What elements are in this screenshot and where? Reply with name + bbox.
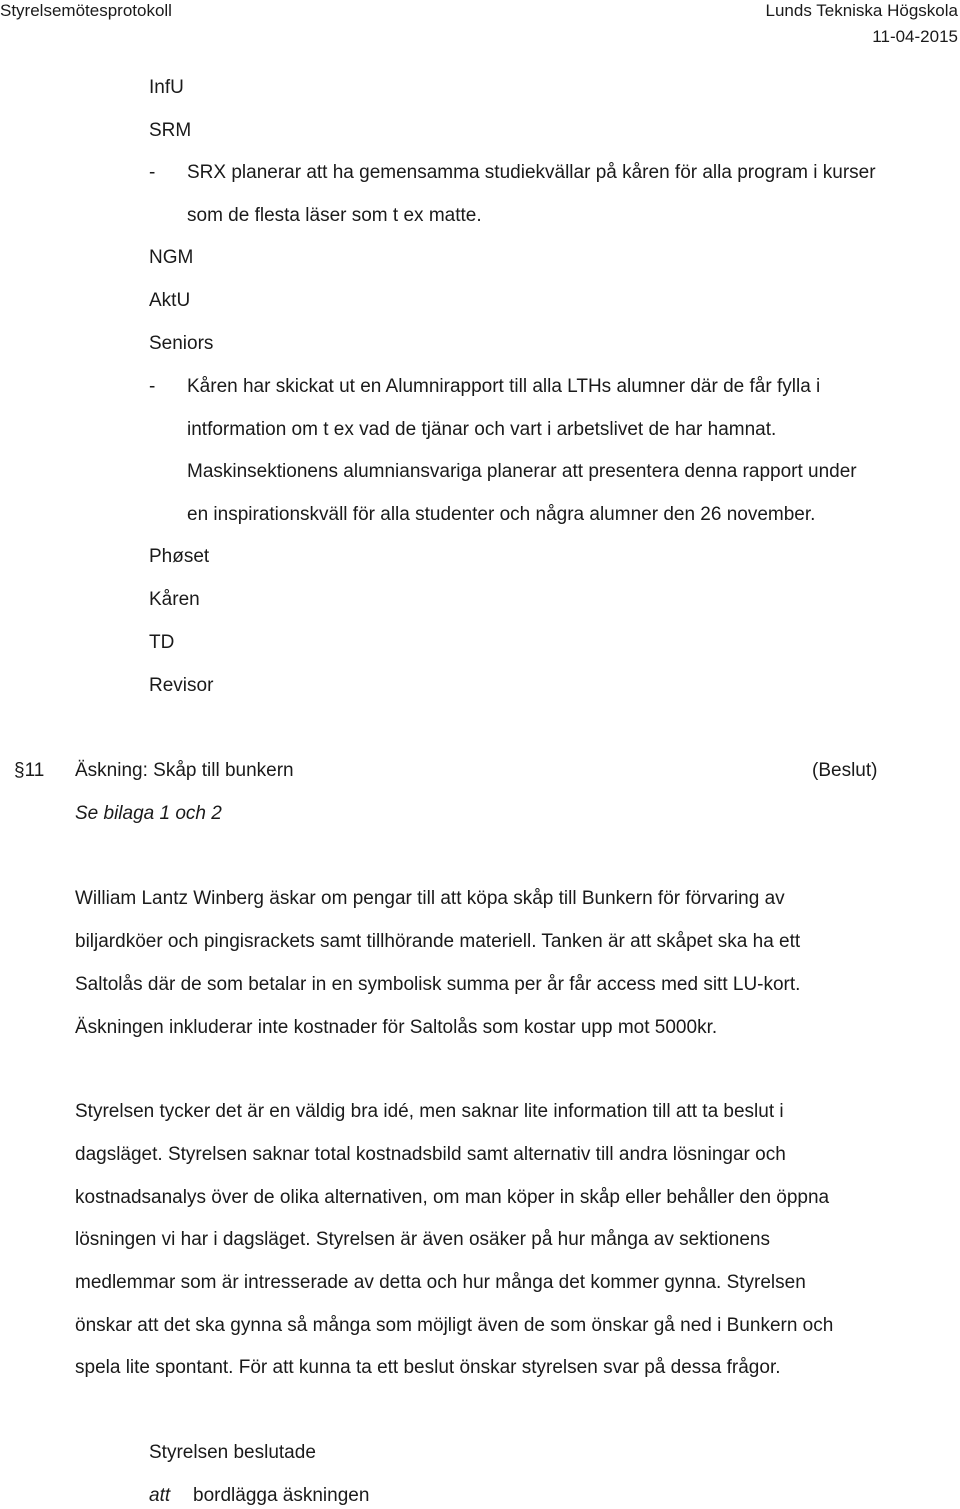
paragraph-line: Styrelsen tycker det är en väldig bra idé, men saknar lite information till att ta beslut i bbox=[75, 1101, 784, 1122]
section-number-value: 11 bbox=[24, 760, 45, 781]
report-heading-revisor: Revisor bbox=[149, 675, 214, 696]
report-heading-karen: Kåren bbox=[149, 589, 200, 610]
decision-heading: Styrelsen beslutade bbox=[149, 1442, 316, 1463]
section-number bbox=[14, 759, 44, 783]
section-type-badge: (Beslut) bbox=[812, 760, 878, 781]
seniors-bullet-text: intformation om t ex vad de tjänar och vart i arbetslivet de har hamnat. bbox=[187, 419, 777, 440]
seniors-bullet-text: en inspirationskväll för alla studenter och några alumner den 26 november. bbox=[187, 504, 816, 525]
decision-text: bordlägga äskningen bbox=[193, 1485, 370, 1506]
srm-bullet-text: SRX planerar att ha gemensamma studiekvällar på kåren för alla program i kurser bbox=[187, 162, 876, 183]
institution-name: Lunds Tekniska Högskola bbox=[765, 1, 958, 20]
paragraph-line: William Lantz Winberg äskar om pengar till att köpa skåp till Bunkern för förvaring av bbox=[75, 888, 785, 909]
document-date: 11-04-2015 bbox=[872, 27, 958, 46]
paragraph-line: dagsläget. Styrelsen saknar total kostnadsbild samt alternativ till andra lösningar och bbox=[75, 1144, 786, 1165]
paragraph-line: kostnadsanalys över de olika alternativen, om man köper in skåp eller behåller den öppna bbox=[75, 1187, 830, 1208]
paragraph-line: lösningen vi har i dagsläget. Styrelsen är även osäker på hur många av sektionens bbox=[75, 1229, 770, 1250]
section-sign: § bbox=[14, 760, 25, 781]
srm-bullet-text: som de flesta läser som t ex matte. bbox=[187, 205, 482, 226]
report-heading-td: TD bbox=[149, 632, 175, 653]
seniors-bullet-text: Maskinsektionens alumniansvariga planerar att presentera denna rapport under bbox=[187, 461, 857, 482]
bullet-marker: - bbox=[149, 376, 156, 397]
decision-att: att bbox=[149, 1485, 171, 1506]
paragraph-line: spela lite spontant. För att kunna ta ett beslut önskar styrelsen svar på dessa frågor. bbox=[75, 1357, 781, 1378]
paragraph-line: Saltolås där de som betalar in en symbolisk summa per år får access med sitt LU-kort. bbox=[75, 974, 801, 995]
report-heading-aktu: AktU bbox=[149, 290, 191, 311]
report-heading-srm: SRM bbox=[149, 120, 192, 141]
document-title: Styrelsemötesprotokoll bbox=[0, 1, 172, 20]
report-heading-ngm: NGM bbox=[149, 247, 194, 268]
attachment-reference: Se bilaga 1 och 2 bbox=[75, 803, 222, 824]
report-heading-seniors: Seniors bbox=[149, 333, 214, 354]
seniors-bullet-text: Kåren har skickat ut en Alumnirapport till alla LTHs alumner där de får fylla i bbox=[187, 376, 821, 397]
report-heading-phoset: Phøset bbox=[149, 546, 210, 567]
paragraph-line: önskar att det ska gynna så många som möjligt även de som önskar gå ned i Bunkern och bbox=[75, 1315, 834, 1336]
paragraph-line: biljardköer och pingisrackets samt tillhörande materiell. Tanken är att skåpet ska ha ett bbox=[75, 931, 801, 952]
report-heading-infu: InfU bbox=[149, 77, 184, 98]
paragraph-line: medlemmar som är intresserade av detta och hur många det kommer gynna. Styrelsen bbox=[75, 1272, 806, 1293]
paragraph-line: Äskningen inkluderar inte kostnader för Saltolås som kostar upp mot 5000kr. bbox=[75, 1017, 718, 1038]
section-title: Äskning: Skåp till bunkern bbox=[75, 760, 294, 781]
bullet-marker: - bbox=[149, 162, 156, 183]
